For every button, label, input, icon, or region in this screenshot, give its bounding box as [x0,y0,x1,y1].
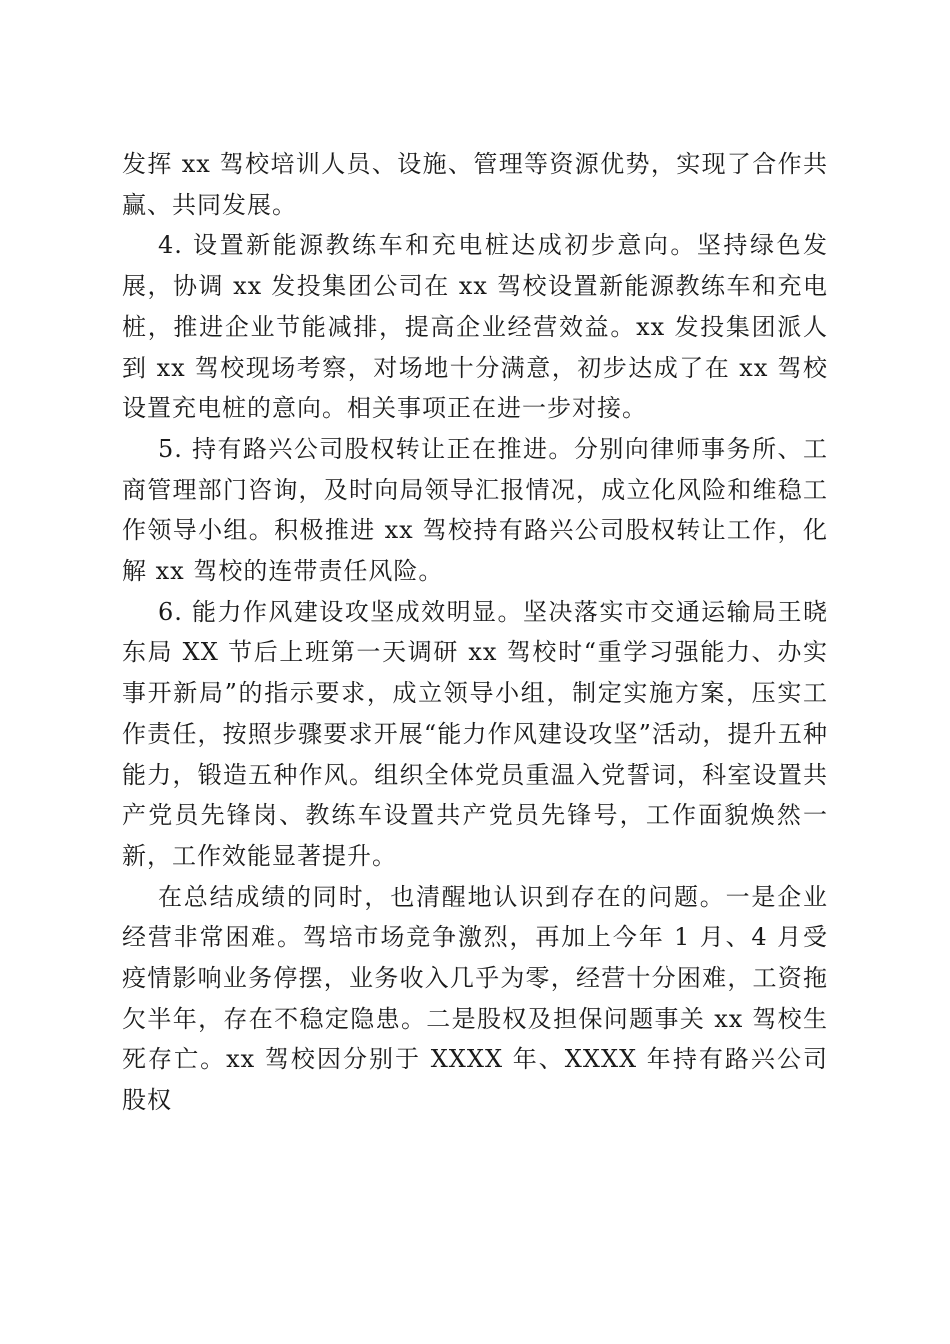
paragraph-problems: 在总结成绩的同时，也清醒地认识到存在的问题。一是企业经营非常困难。驾培市场竞争激烈，再加上今年 1 月、4 月受疫情影响业务停摆，业务收入几乎为零，经营十分困难，工资拖欠半年，存在不稳定隐患。二是股权及担保问题事关 xx 驾校生死存亡。xx 驾校因分别于 XXXX 年、XXXX 年持有路兴公司股权 [122,882,828,1115]
paragraph-item-5: 5. 持有路兴公司股权转让正在推进。分别向律师事务所、工商管理部门咨询，及时向局领导汇报情况，成立化风险和维稳工作领导小组。积极推进 xx 驾校持有路兴公司股权转让工作，化解 xx 驾校的连带责任风险。 [122,434,828,586]
paragraph-item-4: 4. 设置新能源教练车和充电桩达成初步意向。坚持绿色发展，协调 xx 发投集团公司在 xx 驾校设置新能源教练车和充电桩，推进企业节能减排，提高企业经营效益。xx 发投集团派人到 xx 驾校现场考察，对场地十分满意，初步达成了在 xx 驾校设置充电桩的意向。相关事项正在进一步对接。 [122,231,828,423]
document-body [122,144,828,1121]
paragraph-item-6: 6. 能力作风建设攻坚成效明显。坚决落实市交通运输局王晓东局 XX 节后上班第一天调研 xx 驾校时“重学习强能力、办实事开新局”的指示要求，成立领导小组，制定实施方案，压实工作责任，按照步骤要求开展“能力作风建设攻坚”活动，提升五种能力，锻造五种作风。组织全体党员重温入党誓词，科室设置共产党员先锋岗、教练车设置共产党员先锋号，工作面貌焕然一新，工作效能显著提升。 [122,597,828,870]
paragraph-continuation: 发挥 xx 驾校培训人员、设施、管理等资源优势，实现了合作共赢、共同发展。 [122,150,828,219]
